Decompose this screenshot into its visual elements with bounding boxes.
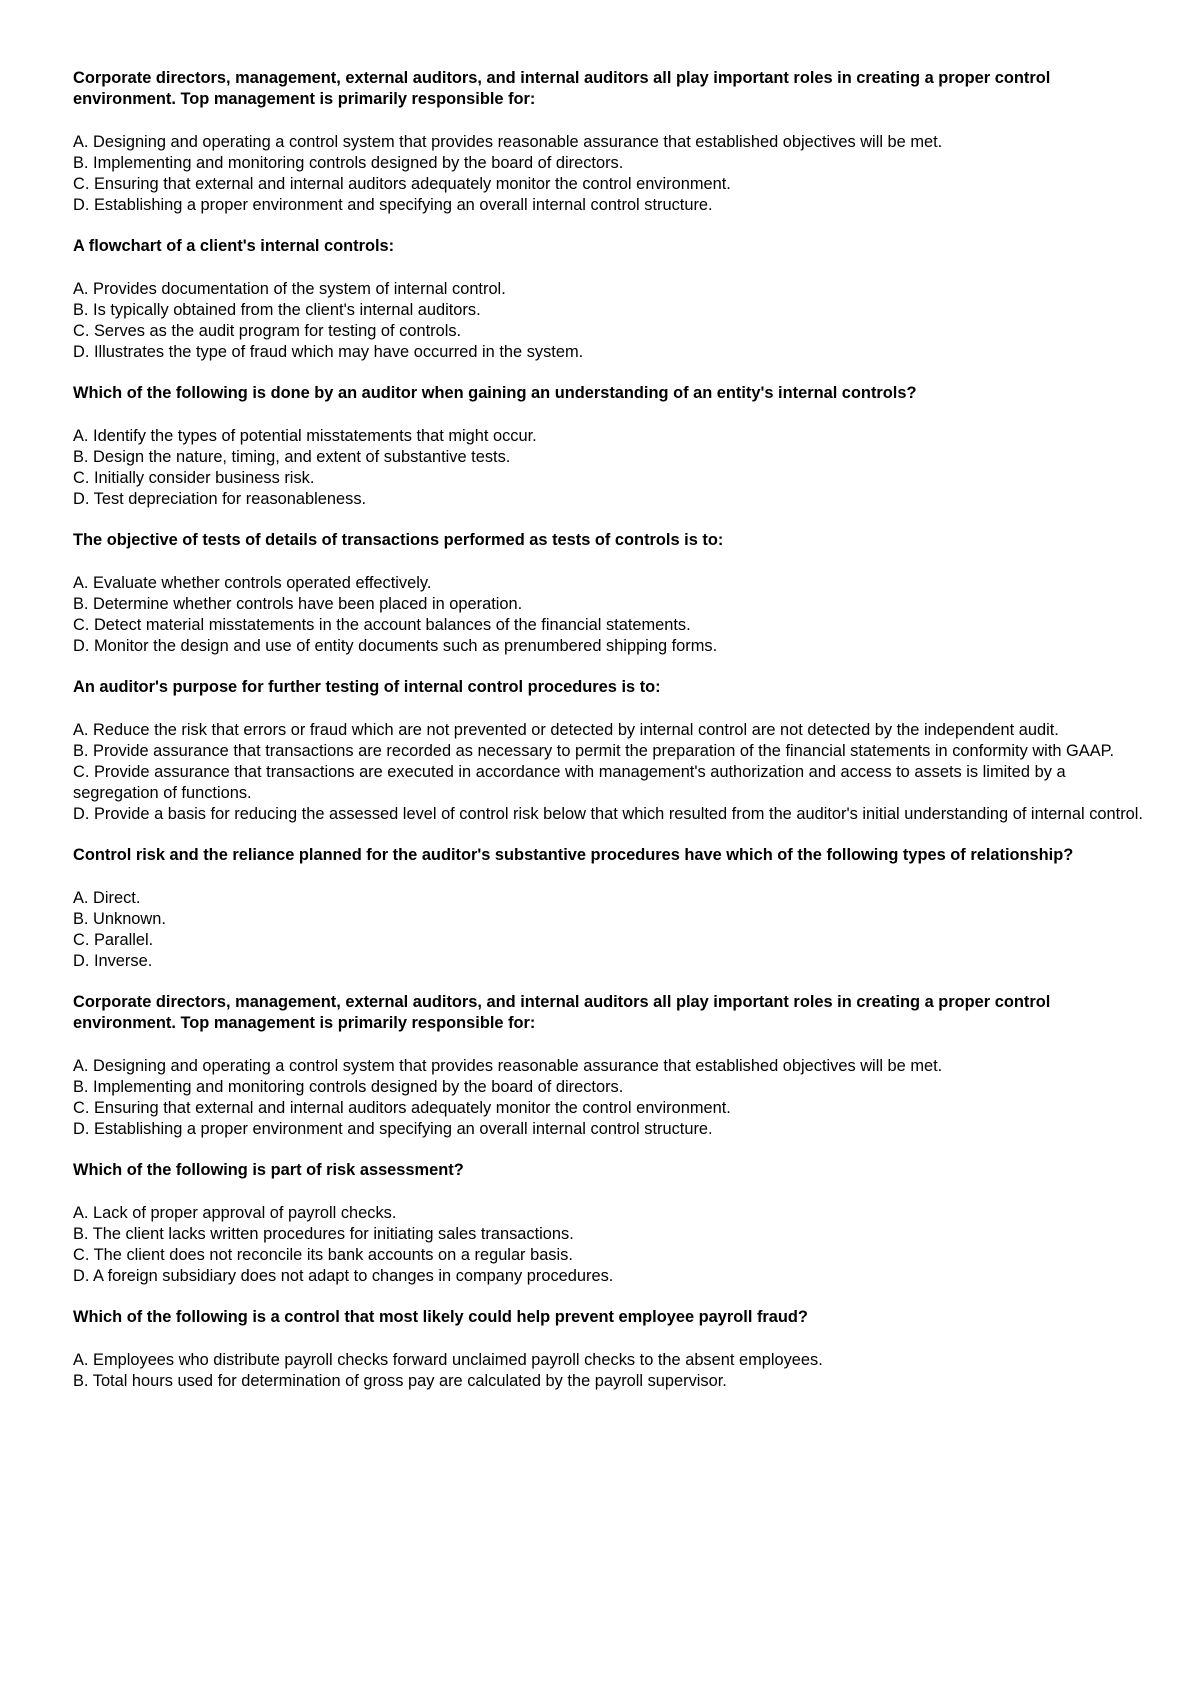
answer-option: C. Initially consider business risk. — [73, 469, 315, 487]
answer-option: A. Designing and operating a control system that provides reasonable assurance that established objectives will be met. — [73, 1057, 943, 1075]
answer-options — [73, 1056, 1143, 1140]
question-7 — [73, 992, 1143, 1140]
answer-option: C. Ensuring that external and internal auditors adequately monitor the control environment. — [73, 175, 731, 193]
answer-option: A. Direct. — [73, 889, 141, 907]
answer-options — [73, 279, 1143, 363]
answer-option: B. Implementing and monitoring controls designed by the board of directors. — [73, 154, 624, 172]
question-text: Which of the following is done by an auditor when gaining an understanding of an entity's internal controls? — [73, 384, 917, 402]
answer-option: C. Serves as the audit program for testing of controls. — [73, 322, 462, 340]
answer-options — [73, 720, 1143, 825]
answer-option: C. Provide assurance that transactions are executed in accordance with management's authorization and access to assets is limited by a segregation of functions. — [73, 763, 1066, 802]
answer-option: B. Determine whether controls have been placed in operation. — [73, 595, 523, 613]
answer-option: A. Provides documentation of the system of internal control. — [73, 280, 506, 298]
answer-option: A. Employees who distribute payroll checks forward unclaimed payroll checks to the absent employees. — [73, 1351, 823, 1369]
answer-option: C. Ensuring that external and internal auditors adequately monitor the control environment. — [73, 1099, 731, 1117]
question-text: A flowchart of a client's internal controls: — [73, 237, 395, 255]
answer-option: B. Unknown. — [73, 910, 166, 928]
answer-option: A. Evaluate whether controls operated effectively. — [73, 574, 432, 592]
question-text: The objective of tests of details of transactions performed as tests of controls is to: — [73, 531, 724, 549]
document-page — [73, 68, 1143, 1412]
answer-option: B. Implementing and monitoring controls designed by the board of directors. — [73, 1078, 624, 1096]
answer-option: A. Reduce the risk that errors or fraud which are not prevented or detected by internal control are not detected by the independent audit. — [73, 721, 1059, 739]
question-text: Which of the following is part of risk assessment? — [73, 1161, 464, 1179]
question-9 — [73, 1307, 1143, 1392]
answer-options — [73, 1350, 1143, 1392]
question-6 — [73, 845, 1143, 972]
question-4 — [73, 530, 1143, 657]
answer-option: C. Parallel. — [73, 931, 154, 949]
question-text: Corporate directors, management, external auditors, and internal auditors all play important roles in creating a proper control environment. Top management is primarily responsible for: — [73, 69, 1051, 108]
answer-option: D. Monitor the design and use of entity documents such as prenumbered shipping forms. — [73, 637, 718, 655]
answer-option: D. Inverse. — [73, 952, 153, 970]
question-text: Corporate directors, management, external auditors, and internal auditors all play important roles in creating a proper control environment. Top management is primarily responsible for: — [73, 993, 1051, 1032]
answer-options — [73, 132, 1143, 216]
answer-option: A. Identify the types of potential misstatements that might occur. — [73, 427, 537, 445]
answer-options — [73, 426, 1143, 510]
answer-option: D. A foreign subsidiary does not adapt to changes in company procedures. — [73, 1267, 614, 1285]
answer-options — [73, 1203, 1143, 1287]
question-2 — [73, 236, 1143, 363]
answer-option: B. Total hours used for determination of gross pay are calculated by the payroll supervisor. — [73, 1372, 727, 1390]
answer-option: D. Test depreciation for reasonableness. — [73, 490, 367, 508]
question-5 — [73, 677, 1143, 825]
answer-options — [73, 573, 1143, 657]
answer-option: C. The client does not reconcile its bank accounts on a regular basis. — [73, 1246, 573, 1264]
answer-option: B. Is typically obtained from the client's internal auditors. — [73, 301, 481, 319]
answer-option: D. Establishing a proper environment and specifying an overall internal control structure. — [73, 196, 713, 214]
question-1 — [73, 68, 1143, 216]
question-text: Control risk and the reliance planned for the auditor's substantive procedures have which of the following types of relationship? — [73, 846, 1074, 864]
answer-option: B. Provide assurance that transactions are recorded as necessary to permit the preparation of the financial statements in conformity with GAAP. — [73, 742, 1115, 760]
answer-option: D. Provide a basis for reducing the assessed level of control risk below that which resulted from the auditor's initial understanding of internal control. — [73, 805, 1143, 823]
answer-option: D. Illustrates the type of fraud which may have occurred in the system. — [73, 343, 584, 361]
question-text: Which of the following is a control that most likely could help prevent employee payroll fraud? — [73, 1308, 808, 1326]
answer-option: A. Lack of proper approval of payroll checks. — [73, 1204, 397, 1222]
answer-option: C. Detect material misstatements in the account balances of the financial statements. — [73, 616, 691, 634]
answer-option: B. Design the nature, timing, and extent of substantive tests. — [73, 448, 511, 466]
question-text: An auditor's purpose for further testing of internal control procedures is to: — [73, 678, 661, 696]
answer-option: B. The client lacks written procedures for initiating sales transactions. — [73, 1225, 574, 1243]
answer-option: D. Establishing a proper environment and specifying an overall internal control structure. — [73, 1120, 713, 1138]
question-3 — [73, 383, 1143, 510]
answer-option: A. Designing and operating a control system that provides reasonable assurance that established objectives will be met. — [73, 133, 943, 151]
answer-options — [73, 888, 1143, 972]
question-8 — [73, 1160, 1143, 1287]
